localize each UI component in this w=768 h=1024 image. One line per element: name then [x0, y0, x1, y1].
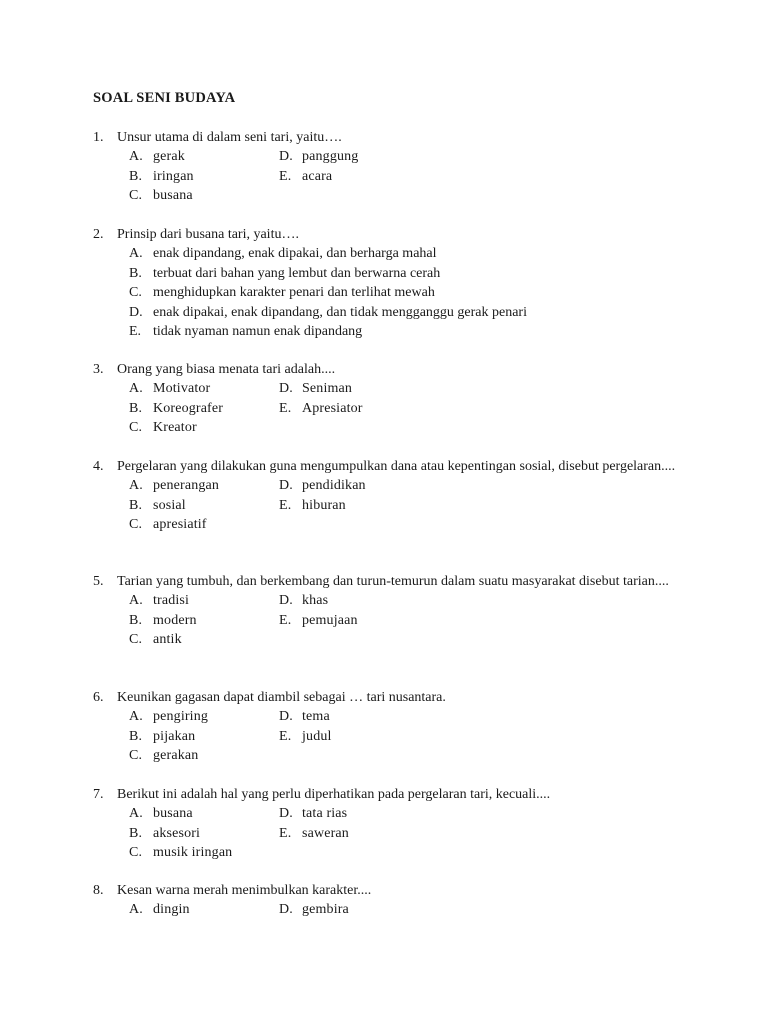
option-letter-b: B.	[129, 400, 143, 416]
option-text-c: musik iringan	[153, 845, 233, 861]
document-title: SOAL SENI BUDAYA	[93, 90, 236, 106]
option-letter-a: A.	[129, 806, 143, 822]
option-letter-c: C.	[129, 420, 143, 436]
options-list	[129, 244, 676, 341]
option-text-a: Motivator	[153, 381, 211, 397]
option-row	[129, 630, 676, 649]
option-letter-d: D.	[279, 149, 293, 165]
option-text-e: pemujaan	[302, 612, 358, 628]
options-list	[129, 591, 676, 649]
option-letter-c: C.	[129, 632, 143, 648]
option-text-b: modern	[153, 612, 197, 628]
option-text-d: pendidikan	[302, 478, 366, 494]
option-text-a: gerak	[153, 149, 185, 165]
option-letter-a: A.	[129, 709, 143, 725]
option-letter-a: A.	[129, 902, 143, 918]
question-text: Tarian yang tumbuh, dan berkembang dan turun-temurun dalam suatu masyarakat disebut tarian....	[117, 574, 669, 589]
option-letter-e: E.	[279, 612, 292, 628]
option-letter-c: C.	[129, 188, 143, 204]
option-letter-e: E.	[279, 825, 292, 841]
option-row	[129, 746, 676, 765]
question-number: 8.	[93, 883, 104, 898]
option-text-a: dingin	[153, 902, 190, 918]
question-number: 7.	[93, 787, 104, 802]
option-letter-e: E.	[279, 400, 292, 416]
option-text-b: terbuat dari bahan yang lembut dan berwarna cerah	[153, 265, 441, 281]
question-number: 2.	[93, 227, 104, 242]
option-letter-e: E.	[279, 168, 292, 184]
option-text-e: Apresiator	[302, 400, 363, 416]
question-6	[93, 688, 676, 766]
option-row	[129, 591, 676, 610]
option-row	[129, 379, 676, 398]
option-row	[129, 727, 676, 746]
option-letter-d: D.	[279, 806, 293, 822]
question-text: Kesan warna merah menimbulkan karakter....	[117, 883, 372, 898]
option-row	[129, 843, 676, 862]
option-row	[129, 167, 676, 186]
option-row	[129, 303, 676, 322]
option-letter-e: E.	[279, 497, 292, 513]
option-text-d: panggung	[302, 149, 359, 165]
option-letter-b: B.	[129, 497, 143, 513]
question-4	[93, 457, 676, 535]
option-letter-b: B.	[129, 265, 142, 281]
option-letter-d: D.	[279, 478, 293, 494]
option-letter-b: B.	[129, 825, 143, 841]
option-row	[129, 476, 676, 495]
option-row	[129, 264, 676, 283]
option-letter-c: C.	[129, 845, 143, 861]
question-5	[93, 572, 676, 650]
option-row	[129, 399, 676, 418]
question-text: Keunikan gagasan dapat diambil sebagai … tari nusantara.	[117, 690, 446, 705]
question-number: 1.	[93, 130, 104, 145]
option-row	[129, 147, 676, 166]
option-text-d: khas	[302, 593, 329, 609]
option-row	[129, 804, 676, 823]
question-number: 6.	[93, 690, 104, 705]
option-text-c: menghidupkan karakter penari dan terlihat mewah	[153, 285, 435, 301]
option-text-d: Seniman	[302, 381, 353, 397]
option-row	[129, 515, 676, 534]
option-letter-d: D.	[129, 304, 143, 320]
option-text-e: acara	[302, 168, 333, 184]
option-letter-b: B.	[129, 168, 143, 184]
option-text-a: tradisi	[153, 593, 190, 609]
option-row	[129, 283, 676, 302]
option-letter-e: E.	[279, 728, 292, 744]
option-text-c: apresiatif	[153, 517, 207, 533]
option-letter-a: A.	[129, 246, 143, 262]
option-row	[129, 707, 676, 726]
options-list	[129, 476, 676, 534]
option-text-e: hiburan	[302, 497, 346, 513]
option-text-a: enak dipandang, enak dipakai, dan berharga mahal	[153, 246, 437, 262]
option-letter-a: A.	[129, 478, 143, 494]
option-text-c: antik	[153, 632, 182, 648]
question-8	[93, 881, 676, 920]
option-text-e: judul	[302, 728, 332, 744]
option-row	[129, 824, 676, 843]
option-letter-d: D.	[279, 709, 293, 725]
option-text-a: pengiring	[153, 709, 209, 725]
option-row	[129, 496, 676, 515]
question-number: 3.	[93, 362, 104, 377]
question-7	[93, 785, 676, 863]
question-text: Pergelaran yang dilakukan guna mengumpulkan dana atau kepentingan sosial, disebut pergelaran....	[117, 459, 676, 474]
option-text-d: tata rias	[302, 806, 348, 822]
option-letter-a: A.	[129, 593, 143, 609]
option-row	[129, 244, 676, 263]
option-letter-a: A.	[129, 381, 143, 397]
question-number: 4.	[93, 459, 104, 474]
options-list	[129, 379, 676, 437]
question-3	[93, 360, 676, 438]
option-letter-d: D.	[279, 902, 293, 918]
option-letter-b: B.	[129, 612, 143, 628]
option-text-c: Kreator	[153, 420, 197, 436]
option-letter-c: C.	[129, 748, 143, 764]
question-2	[93, 225, 676, 341]
option-text-c: busana	[153, 188, 193, 204]
option-letter-a: A.	[129, 149, 143, 165]
option-row	[129, 900, 676, 919]
option-text-a: penerangan	[153, 478, 220, 494]
option-letter-b: B.	[129, 728, 143, 744]
options-list	[129, 707, 676, 765]
option-text-b: Koreografer	[153, 400, 224, 416]
option-text-e: tidak nyaman namun enak dipandang	[153, 323, 363, 339]
option-letter-d: D.	[279, 381, 293, 397]
option-text-d: tema	[302, 709, 330, 725]
option-row	[129, 611, 676, 630]
option-letter-e: E.	[129, 323, 142, 339]
option-text-b: pijakan	[153, 728, 196, 744]
option-text-b: iringan	[153, 168, 194, 184]
option-letter-c: C.	[129, 285, 142, 301]
question-text: Berikut ini adalah hal yang perlu diperhatikan pada pergelaran tari, kecuali....	[117, 787, 551, 802]
question-number: 5.	[93, 574, 104, 589]
option-row	[129, 418, 676, 437]
option-letter-d: D.	[279, 593, 293, 609]
options-list	[129, 804, 676, 862]
question-text: Unsur utama di dalam seni tari, yaitu….	[117, 130, 342, 145]
option-text-b: sosial	[153, 497, 186, 513]
option-row	[129, 322, 676, 341]
option-text-e: saweran	[302, 825, 349, 841]
option-text-a: busana	[153, 806, 193, 822]
question-text: Orang yang biasa menata tari adalah....	[117, 362, 336, 377]
option-letter-c: C.	[129, 517, 143, 533]
option-text-d: gembira	[302, 902, 349, 918]
question-text: Prinsip dari busana tari, yaitu….	[117, 227, 299, 242]
question-1	[93, 128, 676, 206]
options-list	[129, 900, 676, 919]
options-list	[129, 147, 676, 205]
option-row	[129, 186, 676, 205]
option-text-d: enak dipakai, enak dipandang, dan tidak mengganggu gerak penari	[153, 304, 527, 320]
option-text-c: gerakan	[153, 748, 199, 764]
option-text-b: aksesori	[153, 825, 201, 841]
